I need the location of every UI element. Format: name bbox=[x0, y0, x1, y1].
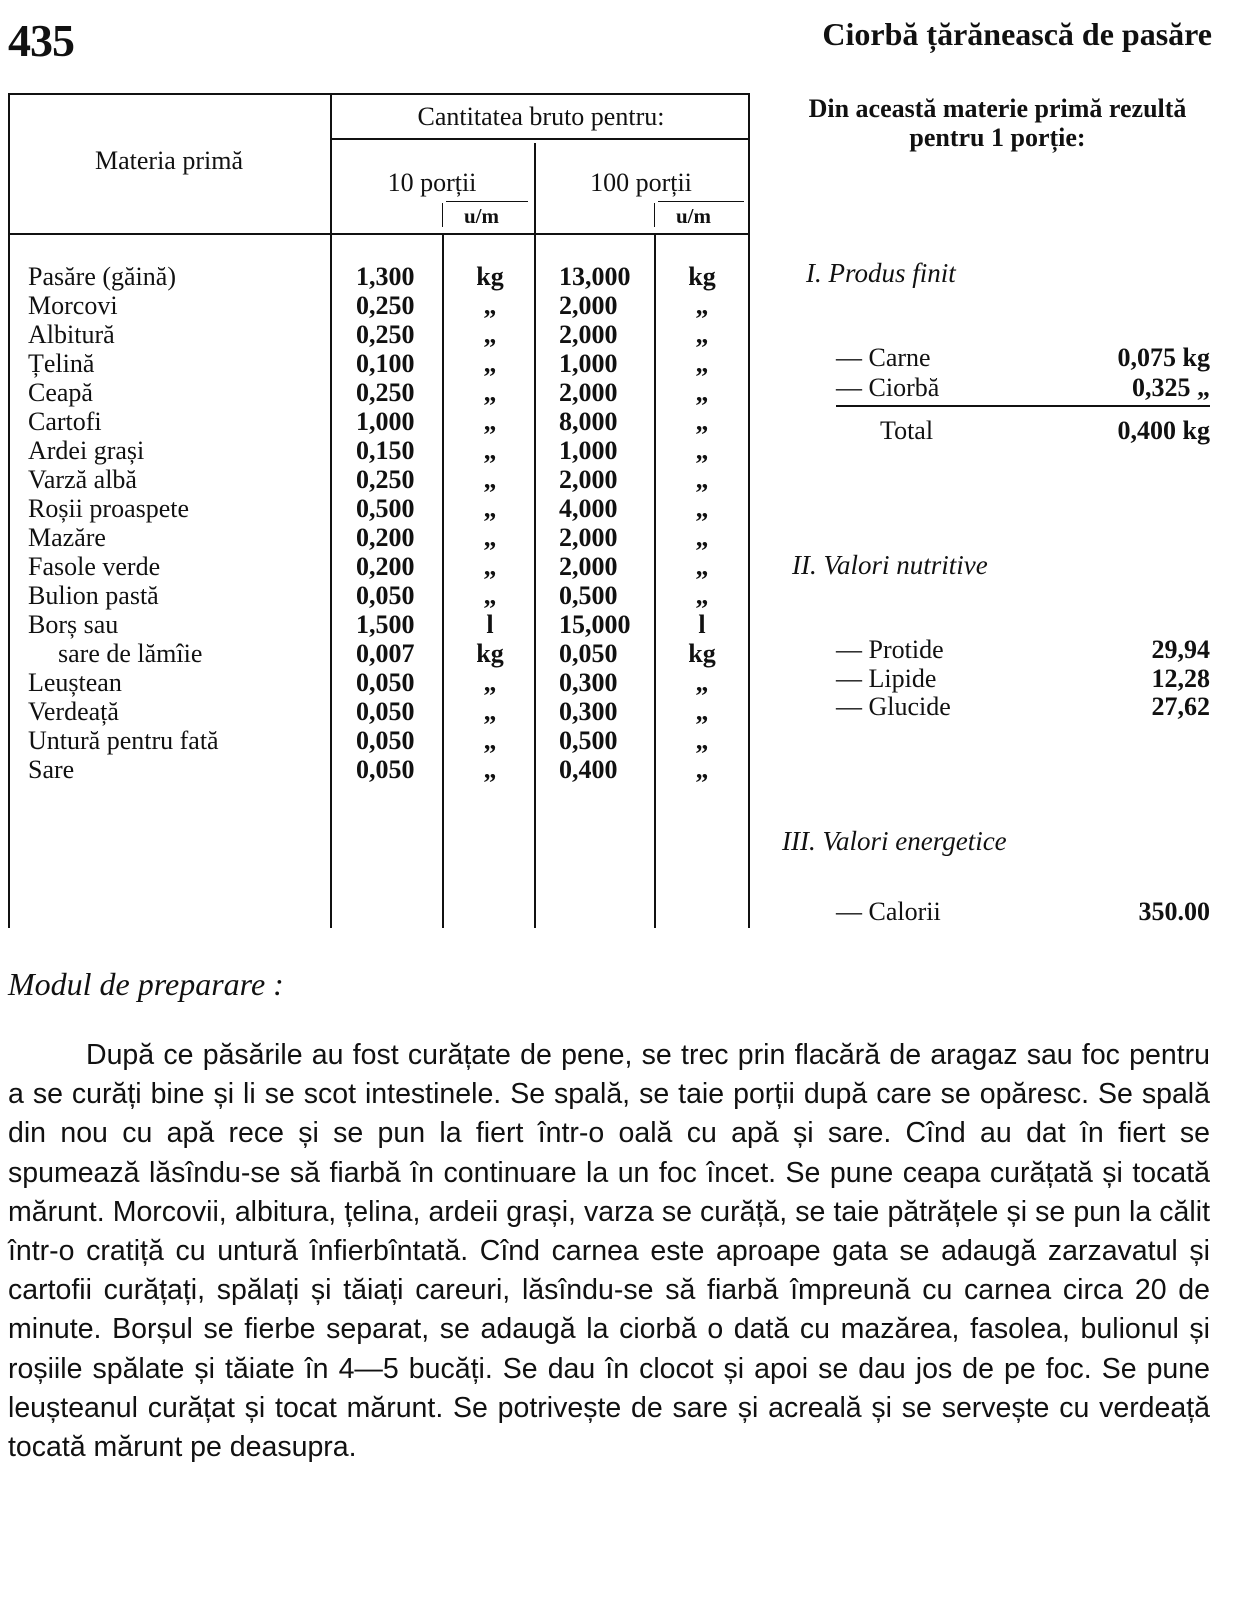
qty-100: 2,000 bbox=[559, 523, 618, 552]
table-row bbox=[0, 697, 760, 726]
qty-10: 0,100 bbox=[356, 349, 415, 378]
table-row bbox=[0, 581, 760, 610]
qty-10: 0,007 bbox=[356, 639, 415, 668]
qty-10: 0,050 bbox=[356, 697, 415, 726]
col-header-10: 10 porții bbox=[387, 168, 477, 197]
section-produs-finit: I. Produs finit bbox=[806, 258, 956, 288]
unit-10: kg bbox=[476, 262, 504, 291]
unit-10: „ bbox=[483, 378, 497, 407]
table-row bbox=[0, 755, 760, 784]
qty-100: 2,000 bbox=[559, 320, 618, 349]
qty-10: 0,150 bbox=[356, 436, 415, 465]
qty-10: 0,200 bbox=[356, 523, 415, 552]
qty-10: 0,250 bbox=[356, 291, 415, 320]
qty-10: 1,300 bbox=[356, 262, 415, 291]
ingredient-name: Roșii proaspete bbox=[28, 494, 190, 523]
qty-100: 0,400 bbox=[559, 755, 618, 784]
table-row bbox=[0, 378, 760, 407]
col-header-materia: Materia primă bbox=[95, 146, 243, 175]
table-row bbox=[0, 639, 760, 668]
table-row bbox=[0, 523, 760, 552]
unit-100: „ bbox=[695, 726, 709, 755]
unit-10: „ bbox=[483, 523, 497, 552]
produs-item: — Carne 0,075 kg bbox=[836, 343, 1210, 372]
ingredient-name: Borș sau bbox=[28, 610, 119, 639]
qty-10: 0,050 bbox=[356, 726, 415, 755]
ingredient-name: Varză albă bbox=[28, 465, 137, 494]
unit-100: „ bbox=[695, 407, 709, 436]
unit-10: kg bbox=[476, 639, 504, 668]
recipe-title: Ciorbă țărănească de pasăre bbox=[822, 16, 1212, 52]
table-row bbox=[0, 320, 760, 349]
unit-10: „ bbox=[483, 552, 497, 581]
unit-10: „ bbox=[483, 436, 497, 465]
qty-10: 0,250 bbox=[356, 320, 415, 349]
nutritive-item: — Lipide 12,28 bbox=[836, 664, 1210, 693]
unit-100: „ bbox=[695, 755, 709, 784]
table-top-rule bbox=[8, 93, 750, 95]
qty-100: 2,000 bbox=[559, 465, 618, 494]
table-row bbox=[0, 552, 760, 581]
qty-100: 8,000 bbox=[559, 407, 618, 436]
table-row bbox=[0, 262, 760, 291]
ingredient-name: Leuștean bbox=[28, 668, 122, 697]
ingredient-name: Verdeață bbox=[28, 697, 119, 726]
unit-10: „ bbox=[483, 668, 497, 697]
unit-100: „ bbox=[695, 668, 709, 697]
qty-10: 1,500 bbox=[356, 610, 415, 639]
section-valori-nutritive: II. Valori nutritive bbox=[792, 550, 988, 580]
unit-100: „ bbox=[695, 523, 709, 552]
table-row bbox=[0, 349, 760, 378]
table-um-tick-100 bbox=[654, 203, 655, 227]
ingredient-name: Țelină bbox=[28, 349, 95, 378]
table-row bbox=[0, 494, 760, 523]
qty-100: 1,000 bbox=[559, 436, 618, 465]
unit-10: „ bbox=[483, 407, 497, 436]
table-row bbox=[0, 407, 760, 436]
col-header-um-100: u/m bbox=[676, 204, 712, 228]
ingredient-name: Albitură bbox=[28, 320, 115, 349]
ingredient-name: Sare bbox=[28, 755, 75, 784]
unit-10: „ bbox=[483, 726, 497, 755]
unit-10: „ bbox=[483, 320, 497, 349]
produs-total: Total 0,400 kg bbox=[880, 416, 1210, 445]
col-header-um-10: u/m bbox=[464, 204, 500, 228]
qty-100: 1,000 bbox=[559, 349, 618, 378]
table-row bbox=[0, 465, 760, 494]
unit-10: „ bbox=[483, 465, 497, 494]
unit-10: „ bbox=[483, 697, 497, 726]
table-header-bottom-rule bbox=[8, 233, 750, 235]
qty-10: 1,000 bbox=[356, 407, 415, 436]
table-row bbox=[0, 668, 760, 697]
table-row bbox=[0, 726, 760, 755]
qty-100: 2,000 bbox=[559, 378, 618, 407]
unit-100: „ bbox=[695, 320, 709, 349]
produs-item: — Ciorbă 0,325 „ bbox=[836, 373, 1210, 402]
table-row bbox=[0, 291, 760, 320]
qty-100: 0,300 bbox=[559, 668, 618, 697]
unit-10: „ bbox=[483, 349, 497, 378]
unit-100: kg bbox=[688, 262, 716, 291]
table-um-rule-10 bbox=[446, 201, 528, 202]
unit-100: kg bbox=[688, 639, 716, 668]
unit-10: „ bbox=[483, 755, 497, 784]
unit-10: „ bbox=[483, 581, 497, 610]
qty-100: 4,000 bbox=[559, 494, 618, 523]
energetice-item: — Calorii 350.00 bbox=[836, 897, 1210, 926]
unit-100: „ bbox=[695, 494, 709, 523]
table-sub-rule bbox=[332, 138, 748, 140]
qty-10: 0,050 bbox=[356, 668, 415, 697]
qty-100: 0,300 bbox=[559, 697, 618, 726]
unit-100: „ bbox=[695, 552, 709, 581]
table-row bbox=[0, 436, 760, 465]
ingredient-name: Cartofi bbox=[28, 407, 102, 436]
unit-100: „ bbox=[695, 291, 709, 320]
qty-10: 0,050 bbox=[356, 755, 415, 784]
qty-100: 0,500 bbox=[559, 581, 618, 610]
preparation-title: Modul de preparare : bbox=[8, 966, 284, 1002]
qty-100: 2,000 bbox=[559, 552, 618, 581]
qty-10: 0,050 bbox=[356, 581, 415, 610]
unit-100: „ bbox=[695, 581, 709, 610]
qty-100: 13,000 bbox=[559, 262, 631, 291]
table-row bbox=[0, 610, 760, 639]
ingredient-name: Bulion pastă bbox=[28, 581, 159, 610]
unit-100: „ bbox=[695, 465, 709, 494]
unit-100: „ bbox=[695, 349, 709, 378]
qty-10: 0,200 bbox=[356, 552, 415, 581]
ingredient-name: Untură pentru fată bbox=[28, 726, 219, 755]
ingredient-name: Pasăre (găină) bbox=[28, 262, 176, 291]
section-valori-energetice: III. Valori energetice bbox=[782, 826, 1007, 856]
ingredient-name: Ceapă bbox=[28, 378, 93, 407]
summary-heading: Din această materie primă rezultă pentru 1 porție: bbox=[808, 94, 1187, 152]
qty-10: 0,500 bbox=[356, 494, 415, 523]
nutritive-item: — Glucide 27,62 bbox=[836, 692, 1210, 721]
ingredient-name: Morcovi bbox=[28, 291, 118, 320]
unit-100: l bbox=[698, 610, 706, 639]
unit-100: „ bbox=[695, 697, 709, 726]
qty-100: 0,050 bbox=[559, 639, 618, 668]
ingredient-name: sare de lămîie bbox=[58, 639, 203, 668]
unit-10: l bbox=[486, 610, 494, 639]
preparation-text: După ce păsările au fost curățate de pene, se trec prin flacără de aragaz sau foc pentru a se curăți bine și li se scot intestinele. Se spală, se taie porții după care se opăresc. Se spală din nou cu apă rece și se pun la fiert într-o oală cu apă și sare. Cînd au dat în fiert se spumează lăsîndu-se să fiarbă în continuare la un foc încet. Se pune ceapa curățată și tocată mărunt. Morcovii, albitura, țelina, ardeii grași, varza se curăță, se taie pătrățele și se pun la călit într-o cratiță cu untură înfierbîntată. Cînd carnea este aproape gata se adaugă zarzavatul și cartofii curățați, spălați și tăiați careuri, lăsîndu-se să fiarbă împreună cu carnea circa 20 de minute. Borșul se fierbe separat, se adaugă la ciorbă o dată cu mazărea, fasolea, bulionul și roșiile spălate și tăiate în 4—5 bucăți. Se dau în clocot și apoi se dau jos de pe foc. Se pune leușteanul curățat și tocat mărunt. Se potrivește de sare și acreală și se servește cu verdeață tocată mărunt pe deasupra. bbox=[8, 1039, 1210, 1464]
qty-100: 2,000 bbox=[559, 291, 618, 320]
nutritive-item: — Protide 29,94 bbox=[836, 635, 1210, 664]
ingredient-name: Fasole verde bbox=[28, 552, 161, 581]
unit-100: „ bbox=[695, 378, 709, 407]
produs-total-rule bbox=[836, 405, 1210, 407]
qty-100: 0,500 bbox=[559, 726, 618, 755]
unit-10: „ bbox=[483, 291, 497, 320]
ingredient-name: Mazăre bbox=[28, 523, 106, 552]
col-header-cantitate: Cantitatea bruto pentru: bbox=[417, 102, 665, 131]
page-number: 435 bbox=[8, 15, 74, 66]
unit-10: „ bbox=[483, 494, 497, 523]
unit-100: „ bbox=[695, 436, 709, 465]
qty-10: 0,250 bbox=[356, 465, 415, 494]
table-um-rule-100 bbox=[658, 201, 744, 202]
qty-100: 15,000 bbox=[559, 610, 631, 639]
col-header-100: 100 porții bbox=[590, 168, 692, 197]
table-um-tick-10 bbox=[442, 203, 443, 227]
ingredient-name: Ardei grași bbox=[28, 436, 145, 465]
qty-10: 0,250 bbox=[356, 378, 415, 407]
